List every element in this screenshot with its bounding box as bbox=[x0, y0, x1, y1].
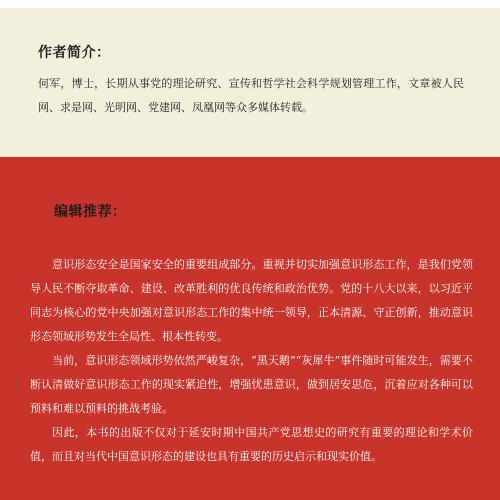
editor-recommendation-section bbox=[0, 157, 500, 500]
editor-recommendation-body bbox=[30, 253, 473, 469]
author-intro-section bbox=[0, 8, 500, 157]
recommendation-paragraph-2: 当前，意识形态领域形势依然严峻复杂，“黑天鹅”“灰犀牛”事件随时可能发生，需要不断认清做好意识形态工作的现实紧迫性，增强忧患意识，做到居安思危，沉着应对各种可以预料和难以预料的挑战考验。 bbox=[30, 354, 473, 415]
recommendation-paragraph-3: 因此，本书的出版不仅对于延安时期中国共产党思想史的研究有重要的理论和学术价值，而且对当代中国意识形态的建设也具有重要的历史启示和现实价值。 bbox=[30, 426, 473, 463]
editor-recommendation-heading: 编辑推荐： bbox=[54, 204, 127, 220]
author-intro-text: 何军，博士，长期从事党的理论研究、宣传和哲学社会科学规划管理工作，文章被人民网、求是网、光明网、党建网、凤凰网等众多媒体转载。 bbox=[38, 77, 464, 114]
author-intro-heading: 作者简介： bbox=[38, 45, 111, 61]
top-margin bbox=[0, 0, 500, 8]
recommendation-paragraph-1: 意识形态安全是国家安全的重要组成部分。重视并切实加强意识形态工作，是我们党领导人民不断夺取革命、建设、改革胜利的优良传统和政治优势。党的十八大以来，以习近平同志为核心的党中央加强对意识形态工作的集中统一领导，正本清源、守正创新，推动意识形态领域形势发生全局性、根本性转变。 bbox=[30, 258, 473, 343]
